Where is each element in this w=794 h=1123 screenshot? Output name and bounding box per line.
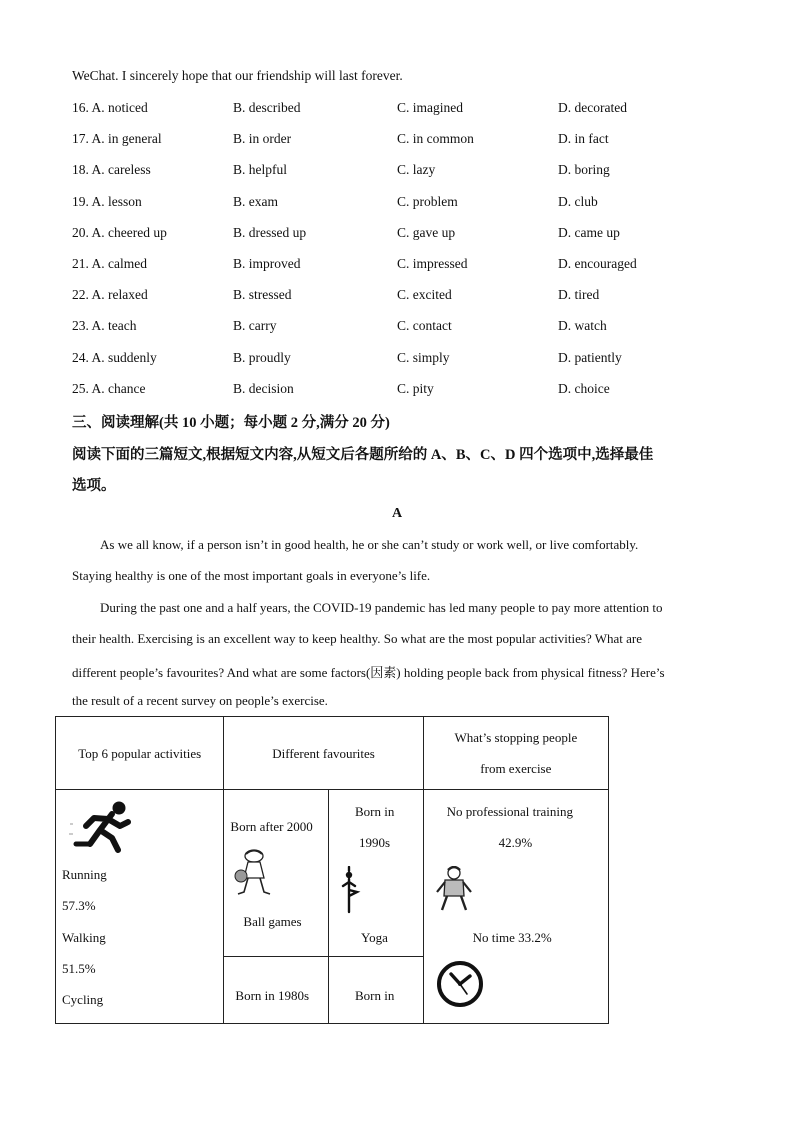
- question-row: [72, 350, 732, 370]
- survey-table: [55, 716, 609, 1024]
- passage-p2-line4: the result of a recent survey on people’s exercise.: [72, 693, 328, 708]
- activity-running: Running: [62, 867, 107, 882]
- question-row: [72, 287, 732, 307]
- header-stopping: What’s stopping people from exercise: [423, 717, 608, 790]
- passage-p1-line1: As we all know, if a person isn’t in good health, he or she can’t study or work well, or live comfortably.: [100, 537, 639, 552]
- question-row: [72, 194, 732, 214]
- question-row: [72, 225, 732, 245]
- option-a: 22. A. relaxed: [72, 287, 148, 303]
- clock-icon: [436, 960, 484, 1008]
- option-b: B. exam: [233, 193, 278, 209]
- option-a: 21. A. calmed: [72, 256, 147, 271]
- option-c: C. pity: [397, 380, 434, 396]
- activity-walking: Walking: [62, 930, 106, 945]
- fav-1990-label-line1: Born in: [355, 804, 395, 819]
- option-b: B. stressed: [233, 287, 292, 303]
- trainer-person-icon: [434, 866, 474, 912]
- option-c: C. problem: [397, 193, 458, 209]
- question-row: [72, 381, 732, 401]
- question-row: [72, 256, 732, 276]
- stop-training-label: No professional training: [446, 804, 574, 819]
- fav-1970-cell: [329, 957, 424, 1024]
- option-b: B. decision: [233, 380, 294, 396]
- option-d: D. choice: [558, 380, 610, 396]
- stop-training-value: 42.9%: [498, 835, 533, 850]
- option-a: 23. A. teach: [72, 318, 137, 334]
- fav-1980-cell: [224, 957, 329, 1024]
- option-d: D. decorated: [558, 100, 627, 115]
- fav-1990-cell: [329, 790, 424, 957]
- fav-2000-cell: [224, 790, 329, 957]
- option-c: C. lazy: [397, 162, 436, 178]
- yoga-pose-icon: [337, 866, 361, 914]
- option-a: 19. A. lesson: [72, 193, 142, 209]
- activities-cell: [56, 790, 224, 1024]
- intro-line: WeChat. I sincerely hope that our friendship will last forever.: [72, 68, 403, 83]
- question-row: [72, 100, 732, 120]
- option-d: D. club: [558, 193, 598, 209]
- section-instruction-line2: 选项。: [72, 478, 116, 494]
- fav-1980-label: Born in 1980s: [235, 988, 310, 1003]
- option-d: D. in fact: [558, 131, 609, 147]
- activity-cycling: Cycling: [62, 992, 104, 1007]
- activity-walking-value: 51.5%: [62, 961, 96, 976]
- stop-time-label: No time 33.2%: [472, 930, 552, 945]
- ball-player-icon: [234, 848, 272, 898]
- option-b: B. carry: [233, 318, 277, 334]
- option-c: C. gave up: [397, 224, 456, 240]
- option-a: 25. A. chance: [72, 380, 146, 396]
- header-activities: Top 6 popular activities: [56, 717, 224, 790]
- option-c: C. imagined: [397, 100, 463, 115]
- option-d: D. watch: [558, 318, 607, 334]
- fav-1990-label-line2: 1990s: [359, 835, 391, 850]
- fav-2000-value: Ball games: [243, 914, 302, 929]
- question-row: [72, 318, 732, 338]
- option-b: B. improved: [233, 256, 301, 271]
- option-c: C. contact: [397, 318, 452, 334]
- option-b: B. helpful: [233, 162, 287, 178]
- section-instruction-line1: 阅读下面的三篇短文,根据短文内容,从短文后各题所给的 A、B、C、D 四个选项中,选择最佳: [72, 447, 654, 463]
- option-a: 18. A. careless: [72, 162, 151, 178]
- passage-p1-line2: Staying healthy is one of the most important goals in everyone’s life.: [72, 568, 431, 583]
- passage-p2-line3: different people’s favourites? And what are some factors(因素) holding people back from physical fitness? Here’s: [72, 665, 665, 680]
- question-row: [72, 131, 732, 151]
- fav-1990-value: Yoga: [361, 930, 388, 945]
- stopping-cell: [423, 790, 608, 1024]
- passage-p2-line1: During the past one and a half years, the COVID-19 pandemic has led many people to pay more attention to: [100, 600, 663, 615]
- option-a: 16. A. noticed: [72, 100, 148, 115]
- option-b: B. described: [233, 100, 301, 115]
- passage-p2-line2: their health. Exercising is an excellent way to keep healthy. So what are the most popular activities? What are: [72, 631, 642, 646]
- activity-running-value: 57.3%: [62, 898, 96, 913]
- header-favourites: Different favourites: [224, 717, 423, 790]
- option-c: C. impressed: [397, 256, 468, 271]
- option-c: C. excited: [397, 287, 452, 303]
- passage-title: A: [391, 506, 403, 521]
- option-c: C. in common: [397, 131, 474, 147]
- question-row: [72, 162, 732, 182]
- option-b: B. in order: [233, 131, 292, 147]
- section-heading: 三、阅读理解(共 10 小题；每小题 2 分,满分 20 分): [72, 415, 390, 431]
- option-a: 24. A. suddenly: [72, 349, 157, 365]
- fav-2000-label: Born after 2000: [230, 819, 313, 834]
- option-d: D. came up: [558, 224, 620, 240]
- option-a: 17. A. in general: [72, 131, 162, 147]
- running-person-icon: [68, 800, 134, 856]
- option-d: D. boring: [558, 162, 610, 178]
- option-a: 20. A. cheered up: [72, 224, 167, 240]
- option-d: D. tired: [558, 287, 600, 303]
- option-d: D. patiently: [558, 349, 622, 365]
- option-b: B. dressed up: [233, 224, 307, 240]
- option-d: D. encouraged: [558, 256, 637, 271]
- option-b: B. proudly: [233, 349, 291, 365]
- option-c: C. simply: [397, 349, 450, 365]
- fav-1970-label: Born in: [355, 988, 395, 1003]
